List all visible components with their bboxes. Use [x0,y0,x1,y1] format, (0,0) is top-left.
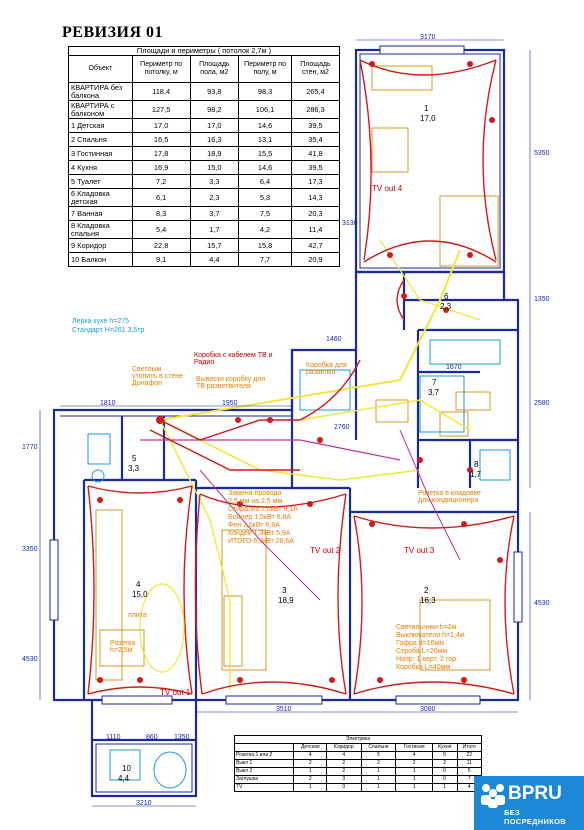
wiring-line: Бойлер 1,5кВт 6,8А [228,514,291,521]
area-table-cell: 98,2 [190,101,239,119]
area-table-cell: 15,8 [239,239,292,253]
area-table-object: КВАРТИРА без балкона [69,83,133,101]
area-table-cell: 42,7 [291,239,339,253]
room-area: 2,3 [440,302,452,311]
wiring-line: ИТОГО 6,3кВт 28,6А [228,538,294,545]
area-table-header: Периметр по потолку, м [132,56,190,83]
dim-left-2: 3350 [22,546,38,553]
area-table-cell: 3,3 [190,175,239,189]
room-area: 17,0 [420,114,436,123]
area-table-row [69,119,340,133]
area-table-cell: 13,1 [239,133,292,147]
area-table-cell: 106,1 [239,101,292,119]
dim-bottom-1: 3510 [276,706,292,713]
area-table-row [69,175,340,189]
area-table-cell: 16,9 [132,161,190,175]
electrical-header: Коридор [327,744,361,752]
switch-note: Коробка L=40мм [396,664,451,671]
tv-out-4: TV out 4 [372,184,403,193]
electrical-item: Розетка 1 или 2 [235,752,294,760]
room-area: 18,9 [278,596,294,605]
area-table-cell: 20,9 [291,253,339,267]
people-icon [478,782,508,808]
electrical-cell: 4 [294,752,327,760]
electrical-row [235,768,482,776]
room-number: 1 [424,104,429,113]
electrical-cell: 0 [432,776,457,784]
area-table-cell: 20,3 [291,207,339,221]
dim-mid-9: 1350 [174,734,190,741]
electrical-cell: 5 [361,752,396,760]
room-area: 4,4 [118,774,130,783]
electrical-cell: 2 [327,760,361,768]
dim-mid-5: 3130 [342,220,358,227]
bpru-logo[interactable] [474,776,584,830]
room-number: 3 [282,586,287,595]
electrical-cell: 1 [432,784,457,792]
electrical-row [235,760,482,768]
area-table-row [69,133,340,147]
room-number: 6 [444,292,449,301]
area-table-cell: 7,7 [239,253,292,267]
electrical-cell: 22 [457,752,481,760]
area-table-cell: 14,3 [291,189,339,207]
area-table-cell: 118,4 [132,83,190,101]
ceiling-note-1: Лерка кухе h=275 [72,318,129,325]
electrical-row [235,784,482,792]
area-table-cell: 7,2 [132,175,190,189]
area-table-object: 6 Кладовка детская [69,189,133,207]
room-number: 2 [424,586,429,595]
area-table-cell: 93,8 [190,83,239,101]
electrical-row [235,752,482,760]
dim-right-1: 5350 [534,150,550,157]
area-table-cell: 16,3 [190,133,239,147]
logo-text: BPRU [508,783,562,804]
area-table-header: Площадь пола, м2 [190,56,239,83]
electrical-cell: 1 [361,768,396,776]
switch-note: Напр: 1 верт, 2 гор [396,656,456,663]
area-table-row [69,239,340,253]
area-table-object: 10 Балкон [69,253,133,267]
room-number: 7 [432,378,437,387]
tv-out-1: TV out 1 [160,688,191,697]
area-table-cell: 8,3 [132,207,190,221]
area-table-cell: 15,7 [190,239,239,253]
wiring-line: Кондей 1,3кВт 5,9А [228,530,291,537]
area-table-header: Объект [69,56,133,83]
plate-label: плита [128,612,147,619]
area-table-cell: 127,5 [132,101,190,119]
area-table-cell: 15,0 [190,161,239,175]
dim-right-2: 1350 [534,296,550,303]
dim-left-1: 1770 [22,444,38,451]
dim-right-3: 2580 [534,400,550,407]
revision-title: РЕВИЗИЯ 01 [62,24,164,41]
electrical-cell: 4 [457,784,481,792]
area-table-cell: 2,3 [190,189,239,207]
dim-top: 3170 [420,34,436,41]
room-area: 15,0 [132,590,148,599]
area-table-cell: 4,4 [190,253,239,267]
area-table-cell: 17,0 [190,119,239,133]
electrical-table [234,735,482,792]
electrical-cell: 1 [361,776,396,784]
room-number: 5 [132,454,137,463]
dim-bottom-2: 3080 [420,706,436,713]
area-table-object: 8 Кладовка спальня [69,221,133,239]
wiring-line: Фен 1,5кВт 6,8А [228,522,280,529]
area-table-caption-row [69,47,340,56]
dim-left-3: 4530 [22,656,38,663]
storage-note: Коробка для развелки [306,362,347,376]
electrical-cell: 3 [327,776,361,784]
area-table-cell: 22,8 [132,239,190,253]
electrical-cell: 7 [457,776,481,784]
tv-box-note-2: Вывести коробку для ТВ разветвителя [196,376,266,390]
electrical-cell: 5 [457,768,481,776]
electrical-header [235,744,294,752]
electrical-cell: 1 [396,768,432,776]
electrical-cell: 5 [432,752,457,760]
electrical-header: Детская [294,744,327,752]
switch-note: Строба L=20мм [396,648,448,655]
area-table-cell: 14,6 [239,161,292,175]
area-table-row [69,83,340,101]
area-table-cell: 18,9 [190,147,239,161]
area-table-header: Периметр по полу, м [239,56,292,83]
area-table-cell: 17,3 [291,175,339,189]
area-table-cell: 14,6 [239,119,292,133]
electrical-cell: 1 [294,784,327,792]
electrical-item: TV [235,784,294,792]
area-table-object: 2 Спальня [69,133,133,147]
ceiling-note-2: Стандарт H=261 3,5тр [72,327,145,334]
electrical-caption-row [235,736,482,744]
electrical-cell: 2 [361,760,396,768]
electrical-cell: 0 [432,768,457,776]
tv-out-3: TV out 3 [404,546,435,555]
tv-out-2: TV out 2 [310,546,341,555]
room-area: 16,3 [420,596,436,605]
area-table-object: 4 Кухня [69,161,133,175]
area-table-cell: 9,1 [132,253,190,267]
switch-note: Светильники h=2м [396,624,457,631]
dim-mid-1: 1810 [100,400,116,407]
electrical-header-row [235,744,482,752]
electrical-cell: 1 [361,784,396,792]
dim-mid-2: 1950 [222,400,238,407]
area-table-body [69,83,340,267]
area-table-row [69,147,340,161]
dim-bottom-3: 3210 [136,800,152,807]
area-table-cell: 11,4 [291,221,339,239]
area-table-row [69,207,340,221]
conditioner-note: Розетка в кладовке для кондиционера [418,490,481,504]
wiring-title: Замена провода [228,490,282,497]
electrical-cell: 4 [327,752,361,760]
area-table-cell: 6,1 [132,189,190,207]
area-table-row [69,221,340,239]
area-table-cell: 1,7 [190,221,239,239]
area-table-cell: 3,7 [190,207,239,221]
electrical-item: Заглушка [235,776,294,784]
area-table-cell: 98,3 [239,83,292,101]
electrical-cell: 2 [294,776,327,784]
plumbing-fixtures [88,340,510,788]
electrical-row [235,776,482,784]
area-table-cell: 39,5 [291,119,339,133]
room-number: 4 [136,580,141,589]
switch-note: Выключатели h=1,4м [396,632,465,639]
area-table-row [69,161,340,175]
area-table-cell: 41,8 [291,147,339,161]
electrical-cell: 2 [396,760,432,768]
area-table-row [69,101,340,119]
area-table [68,46,340,267]
electrical-cell: 1 [396,776,432,784]
wiring-lines [140,240,480,690]
dim-mid-8: 860 [146,734,158,741]
electrical-header: Итого [457,744,481,752]
area-table-cell: 6,4 [239,175,292,189]
dim-mid-7: 1110 [106,734,121,741]
electrical-cell: 4 [396,752,432,760]
tv-box-note: Коробка с кабелем ТВ и Радио [194,352,273,366]
area-table-object: КВАРТИРА с балконом [69,101,133,119]
area-table-cell: 7,5 [239,207,292,221]
electrical-cell: 2 [294,760,327,768]
electrical-cell: 2 [327,768,361,776]
electrical-header: Кухня [432,744,457,752]
room-area: 1,7 [470,470,482,479]
electrical-header: Гостиная [396,744,432,752]
area-table-object: 9 Коридор [69,239,133,253]
electrical-cell: 1 [294,768,327,776]
electrical-item: Выкл 1 [235,760,294,768]
electrical-cell: 1 [396,784,432,792]
wiring-line: Стиралка 2,0кВт 9,1А [228,506,298,513]
area-table-caption: Площади и периметры ( потолок 2,7м ) [69,47,340,56]
area-table-row [69,189,340,207]
dim-right-4: 4530 [534,600,550,607]
dim-mid-6: 1460 [326,336,342,343]
area-table-cell: 35,4 [291,133,339,147]
electrical-cell: 11 [457,760,481,768]
electrical-cell: 2 [432,760,457,768]
light-note: Светлым утопить в стене Донафон [132,366,183,387]
wiring-line: 2.5 мм на 2,5 мм [228,498,283,505]
area-table-header-row [69,56,340,83]
area-table-cell: 15,5 [239,147,292,161]
area-table-cell: 265,4 [291,83,339,101]
dim-mid-3: 2760 [334,424,350,431]
electrical-item: Выкл 2 [235,768,294,776]
area-table-cell: 17,0 [132,119,190,133]
area-table-cell: 5,4 [132,221,190,239]
logo-subtitle: БЕЗ ПОСРЕДНИКОВ [504,808,566,826]
area-table-object: 5 Туалет [69,175,133,189]
area-table-cell: 39,5 [291,161,339,175]
area-table-object: 7 Ванная [69,207,133,221]
area-table-cell: 16,5 [132,133,190,147]
area-table-object: 3 Гостинная [69,147,133,161]
socket-note: Розетка h=2,5м [110,640,136,654]
room-area: 3,3 [128,464,140,473]
room-area: 3,7 [428,388,440,397]
area-table-row [69,253,340,267]
electrical-table-body [235,752,482,792]
electrical-caption: Электрика [235,736,482,744]
switch-note: Гофра d=16мм [396,640,445,647]
area-table-cell: 286,3 [291,101,339,119]
area-table-header: Площадь стен, м2 [291,56,339,83]
electrical-cell: 0 [327,784,361,792]
area-table-cell: 5,3 [239,189,292,207]
area-table-cell: 4,2 [239,221,292,239]
area-table-object: 1 Детская [69,119,133,133]
room-number: 8 [474,460,479,469]
area-table-cell: 17,8 [132,147,190,161]
room-number: 10 [122,764,131,773]
electrical-header: Спальня [361,744,396,752]
dim-mid-4: 1670 [446,364,462,371]
